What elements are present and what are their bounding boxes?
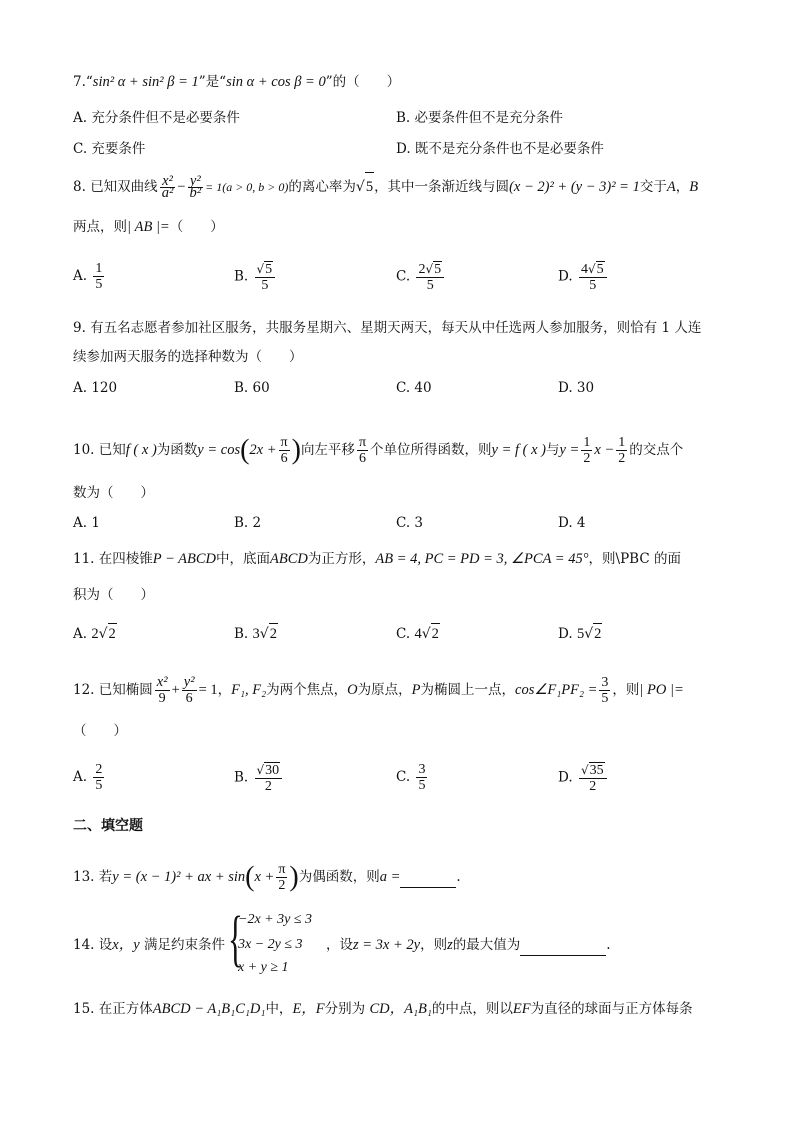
q8-option-c: C. $\frac{2√5}{5}$ (396, 261, 446, 293)
q9-stem: 9. 有五名志愿者参加社区服务，共服务星期六、星期天两天，每天从中任选两人参加服务，则恰有 1 人连 (73, 320, 702, 336)
constraint-1: −2x + 3y ≤ 3 (238, 912, 313, 927)
q10-option-d: D. 4 (558, 515, 586, 531)
q12-stem: 12. 已知椭圆 $\frac{\text{x²}}{9}$ + $\frac{\text{y²}}{6}$ = 1，F₁, F₂为两个焦点，O为原点，P为椭圆上一点，cos∠F₁PF₂ = $\frac{3}{5}$ ，则| PO |= (73, 674, 684, 706)
q9-stem-line2: 续参加两天服务的选择种数为（ ） (73, 349, 303, 365)
q7-option-d: D. 既不是充分条件也不是必要条件 (396, 141, 604, 157)
section-heading: 二、填空题 (73, 818, 143, 834)
q9-option-b: B. 60 (234, 380, 270, 396)
q13-answer-blank[interactable] (400, 867, 456, 888)
q11-stem-line2: 积为（ ） (73, 587, 154, 603)
q11-option-d: D. 5√2 (558, 623, 602, 644)
q10-stem-line2: 数为（ ） (73, 485, 154, 501)
q12-stem-line2: （ ） (73, 723, 127, 739)
q11-stem: 11. 在四棱锥P − ABCD中，底面ABCD为正方形，AB = 4, PC = PD = 3, ∠PCA = 45°，则\PBC 的面 (73, 551, 681, 567)
q9-option-d: D. 30 (558, 380, 595, 396)
constraint-2: 3x − 2y ≤ 3 (238, 937, 303, 952)
q8-option-d: D. $\frac{4√5}{5}$ (558, 261, 609, 293)
q12-option-b: B. $\frac{√30}{2}$ (234, 762, 284, 794)
q9-option-a: A. 120 (73, 380, 118, 396)
q14-stem-tail: ，设z = 3x + 2y，则z的最大值为 . (326, 935, 611, 956)
q14-stem: 14. 设x，y 满足约束条件 (73, 937, 225, 953)
q8-stem-line2: 两点，则| AB |=（ ） (73, 219, 224, 235)
q7-option-c: C. 充要条件 (73, 141, 146, 157)
constraint-brace: { (228, 905, 243, 973)
q7-option-a: A. 充分条件但不是必要条件 (73, 110, 240, 126)
q10-option-a: A. 1 (73, 515, 100, 531)
q8-option-b: B. $\frac{√5}{5}$ (234, 261, 277, 293)
q11-option-a: A. 2√2 (73, 623, 117, 644)
q10-stem: 10. 已知f ( x )为函数y = cos(2x + $\frac{\pi}{6}$ )向左平移 $\frac{\pi}{6}$ 个单位所得函数，则y = f ( x )与y = $\frac{1}{2}$ x − $\frac{1}{2}$ 的交点个 (73, 434, 684, 466)
q7-stem: 7.“sin² α + sin² β = 1”是“sin α + cos β = 0”的（ ） (73, 74, 401, 90)
q12-option-d: D. $\frac{√35}{2}$ (558, 762, 609, 794)
q10-option-c: C. 3 (396, 515, 424, 531)
q12-option-a: A. $\frac{2}{5}$ (73, 762, 103, 793)
q11-option-b: B. 3√2 (234, 623, 278, 644)
q15-stem: 15. 在正方体ABCD − A₁B₁C₁D₁中，E，F分别为 CD，A₁B₁的中点，则以EF为直径的球面与正方体每条 (73, 1001, 693, 1017)
constraint-3: x + y ≥ 1 (238, 960, 289, 975)
q7-option-b: B. 必要条件但不是充分条件 (396, 110, 564, 126)
q9-option-c: C. 40 (396, 380, 432, 396)
q14-answer-blank[interactable] (520, 935, 606, 956)
q8-option-a: A. $\frac{1}{5}$ (73, 261, 103, 292)
q12-option-c: C. $\frac{3}{5}$ (396, 762, 426, 793)
q13-stem: 13. 若y = (x − 1)² + ax + sin(x + $\frac{\pi}{2}$ )为偶函数，则a = . (73, 861, 461, 893)
q11-option-c: C. 4√2 (396, 623, 440, 644)
q10-option-b: B. 2 (234, 515, 262, 531)
q8-stem: 8. 已知双曲线 $\frac{\text{x²}}{\text{a²}}$ − $\frac{\text{y²}}{\text{b²}}$ = 1(a > 0, b > 0)的离心率为√5，其中一条渐近线与圆(x − 2)² + (y − 3)² = 1交于A，B (73, 173, 699, 201)
